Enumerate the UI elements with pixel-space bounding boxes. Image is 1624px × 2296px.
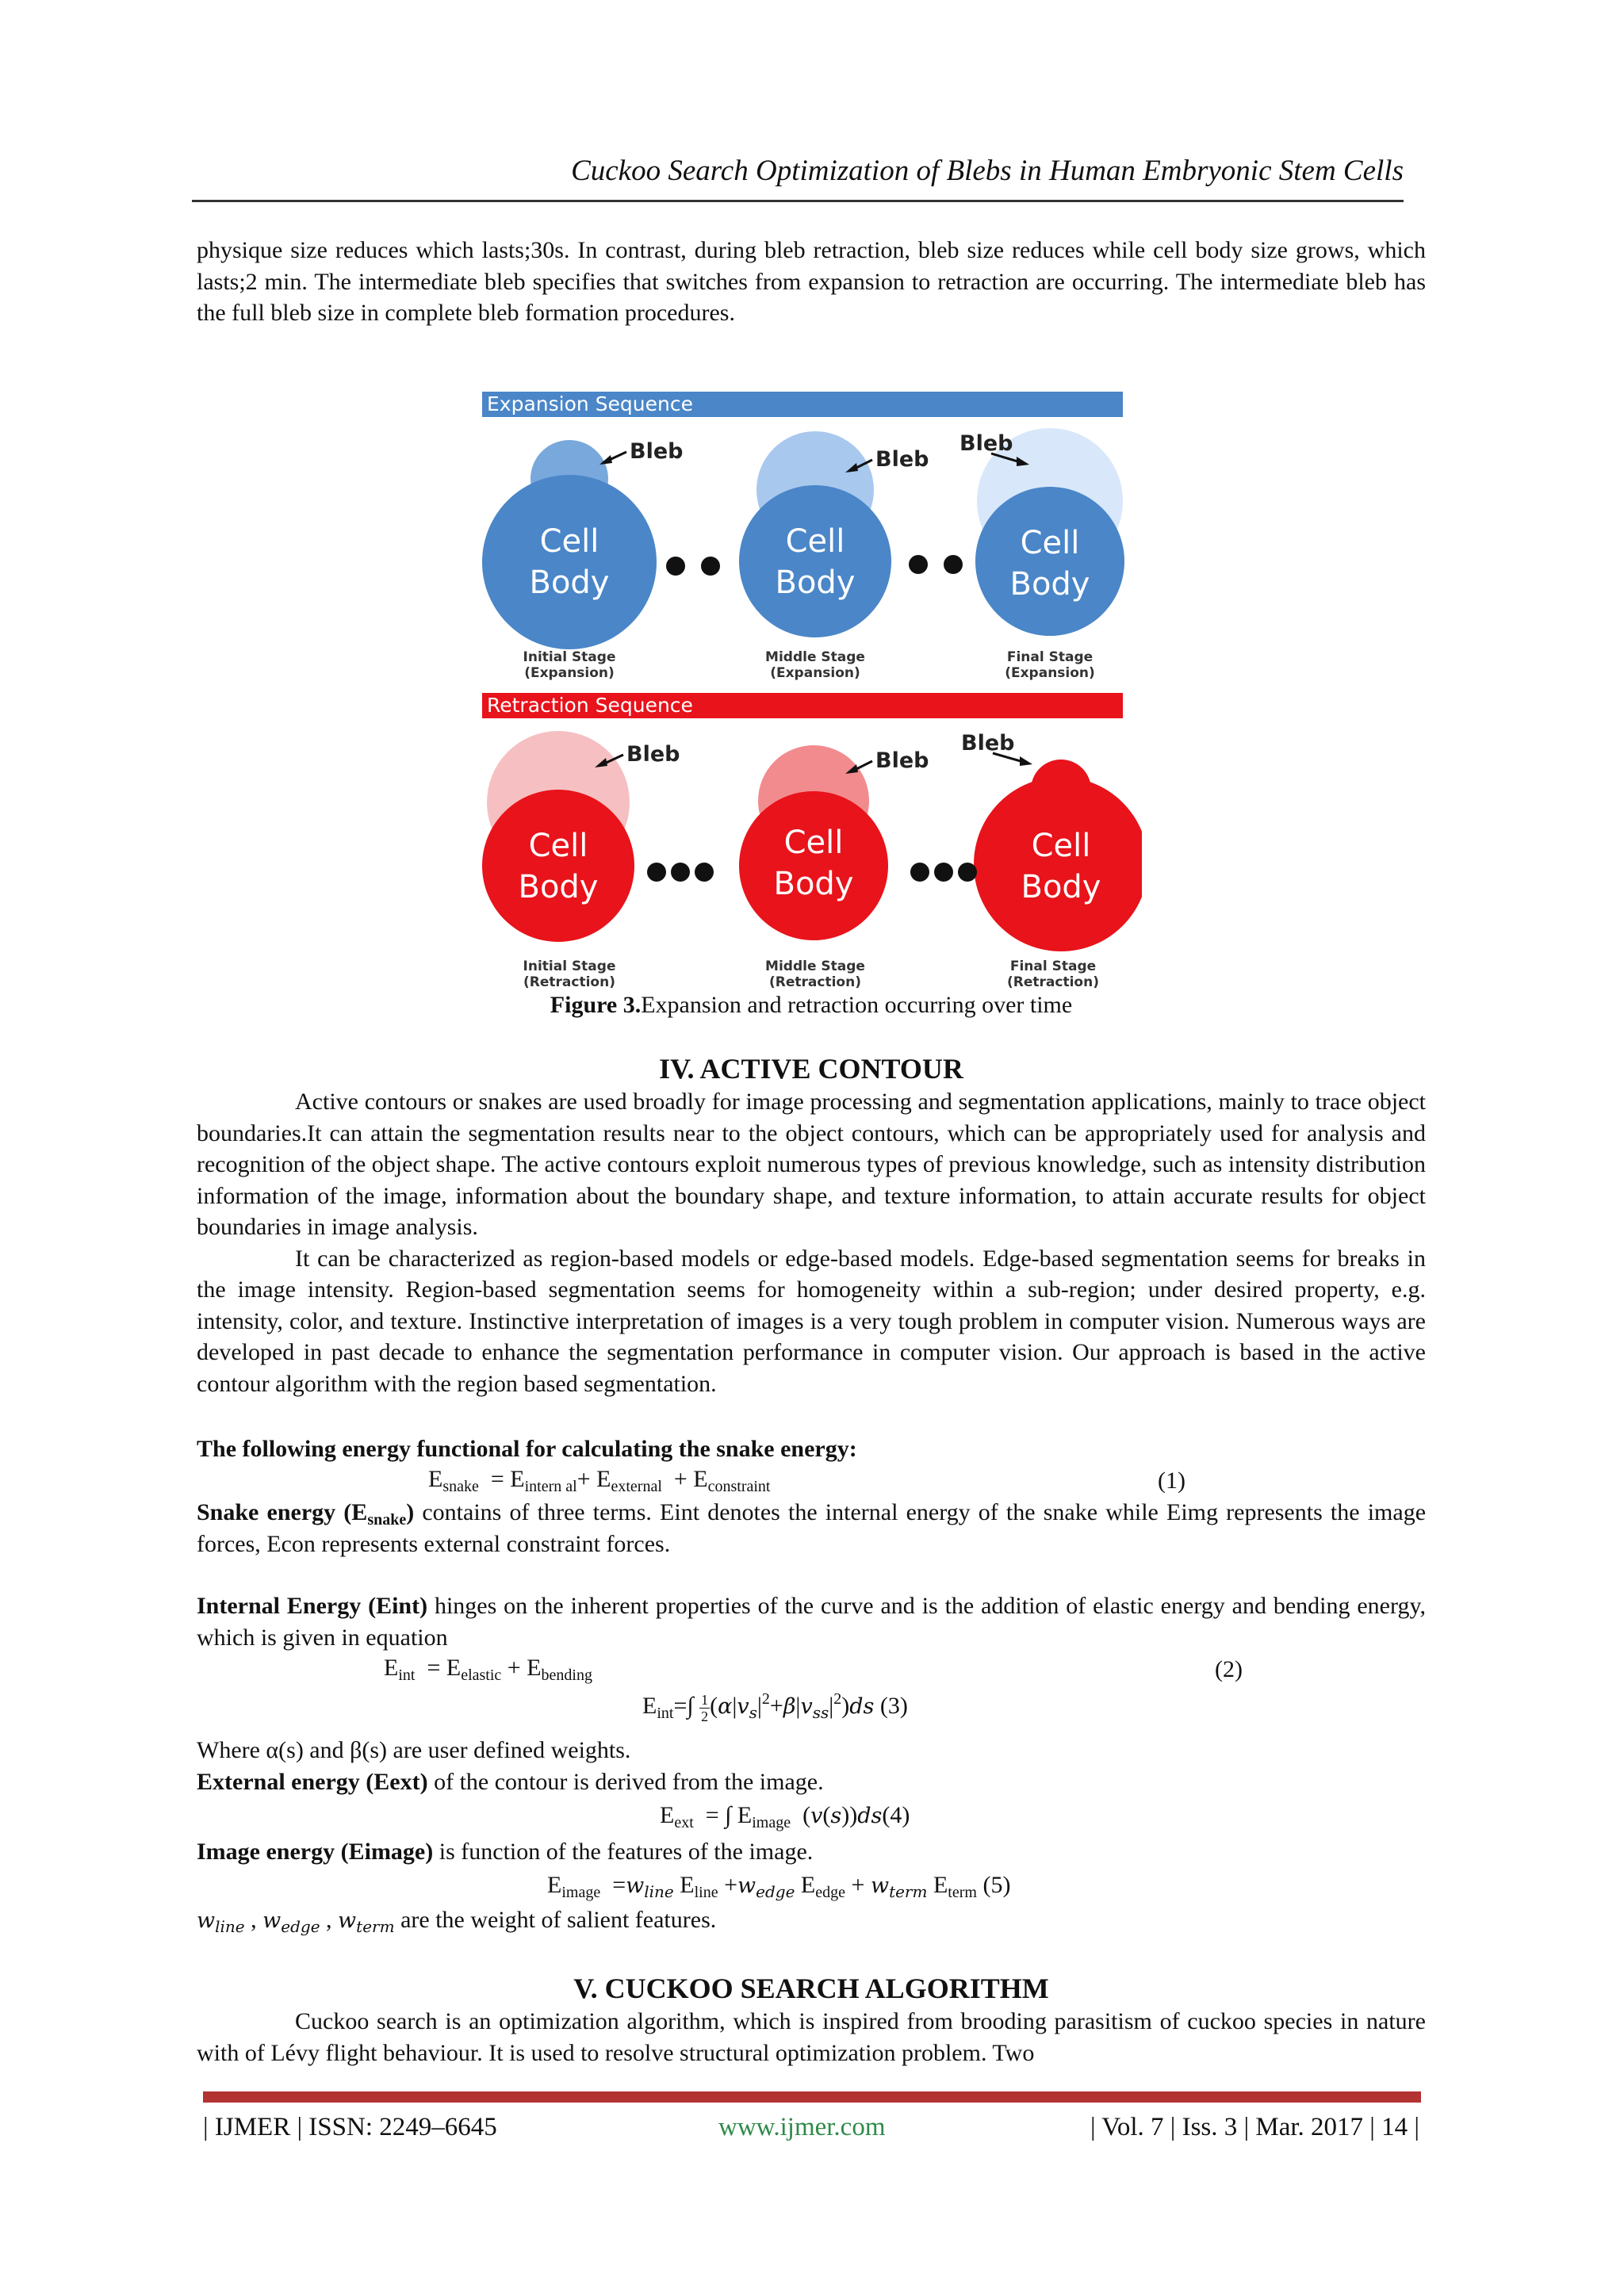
ellipsis-dot xyxy=(958,863,977,882)
stage-name: Middle Stage xyxy=(765,649,865,665)
snake-energy-label: Snake energy xyxy=(197,1499,336,1525)
header-rule xyxy=(192,200,1404,202)
intro-paragraph: physique size reduces which lasts;30s. In contrast, during bleb retraction, bleb size reduces while cell body size grows, which lasts;2 min. The intermediate bleb specifies that switches from expansion to retraction are occurring. The intermediate bleb has the full bleb size in complete bleb formation procedures. xyxy=(197,237,1426,326)
feature-weights-text: are the weight of salient features. xyxy=(394,1907,717,1933)
body-label: Body xyxy=(775,564,856,601)
section4-body xyxy=(197,1086,1426,1399)
equation-2: $E_{int} = E_{elastic} + E_{bending}$ xyxy=(384,1655,592,1684)
bleb-label: Bleb xyxy=(875,447,929,472)
cell-body-expansion-middle xyxy=(739,485,891,637)
cell-body-expansion-initial xyxy=(482,475,657,649)
stage-phase: (Expansion) xyxy=(1005,665,1095,681)
body-label: Body xyxy=(1021,869,1101,905)
cell-body-retraction-final xyxy=(974,777,1142,951)
body-label: Body xyxy=(529,564,610,601)
ellipsis-dot xyxy=(934,863,953,882)
footer-rule xyxy=(203,2091,1421,2103)
equation-2-number: (2) xyxy=(1215,1656,1243,1682)
bleb-label: Bleb xyxy=(630,439,684,464)
footer-journal: | IJMER | ISSN: 2249–6645 xyxy=(203,2113,497,2141)
internal-energy-label: Internal Energy (Eint) xyxy=(197,1593,428,1619)
external-energy-label: External energy (Eext) xyxy=(197,1769,428,1795)
ellipsis-dot xyxy=(666,557,685,576)
equation-5-number: (5) xyxy=(982,1872,1011,1898)
equation-1: $E_{snake} = E_{intern al}+ E_{external} + E_{constraint}$ xyxy=(428,1466,771,1495)
stage-phase: (Retraction) xyxy=(523,974,615,990)
ellipsis-dot xyxy=(910,863,929,882)
running-title: Cuckoo Search Optimization of Blebs in Human Embryonic Stem Cells xyxy=(571,155,1404,187)
cell-label: Cell xyxy=(528,828,588,864)
image-energy-label: Image energy (Eimage) xyxy=(197,1839,434,1865)
snake-energy-text: contains of three terms. Eint denotes the internal energy of the snake while Eimg represents the image forces, Econ represents external constraint forces. xyxy=(197,1499,1427,1557)
retraction-banner-text: Retraction Sequence xyxy=(487,694,693,717)
bleb-label: Bleb xyxy=(959,431,1013,456)
body-label: Body xyxy=(518,869,599,905)
feature-weights-line: $w_{line}$ , $w_{edge}$ , $w_{term}$ are the weight of salient features. xyxy=(197,1907,717,1936)
section5-paragraph-1: Cuckoo search is an optimization algorithm, which is inspired from brooding parasitism of cuckoo species in nature with of Lévy flight behaviour. It is used to resolve structural optimization problem. Two xyxy=(197,2008,1426,2066)
section4-paragraph-1: Active contours or snakes are used broadly for image processing and segmentation applications, mainly to trace object boundaries.It can attain the segmentation results near to the object contours, which can be appropriately used for analysis and recognition of the object shape. The active contours exploit numerous types of previous knowledge, such as intensity distribution information of the image, information about the boundary shape, and texture information, to attain accurate results for object boundaries in image analysis. xyxy=(197,1089,1426,1240)
cell-label: Cell xyxy=(539,523,599,560)
equation-4: $E_{ext}$ = ∫ $E_{image}$ (v(s))ds(4) xyxy=(660,1802,910,1831)
weights-line: Where α(s) and β(s) are user defined weights. xyxy=(197,1737,631,1763)
stage-name: Final Stage xyxy=(1006,649,1094,665)
stage-phase: (Expansion) xyxy=(524,665,615,681)
bleb-label: Bleb xyxy=(875,748,929,773)
internal-energy-paragraph xyxy=(197,1590,1426,1653)
ellipsis-dot xyxy=(647,863,666,882)
section-heading-active-contour: IV. ACTIVE CONTOUR xyxy=(659,1053,963,1085)
cell-label: Cell xyxy=(785,523,845,560)
external-energy-line xyxy=(197,1766,1426,1798)
energy-functional-intro: The following energy functional for calculating the snake energy: xyxy=(197,1436,857,1462)
equation-3: $E_{int}=\int$ $\frac{1}{2}$ $(\alpha|v_s|^2+\beta|v_{ss}|^2)ds$ (3) xyxy=(642,1690,908,1724)
bleb-label: Bleb xyxy=(961,731,1015,756)
cell-body-expansion-final xyxy=(975,487,1124,636)
equation-5: $E_{image} =w_{line}$ $E_{line} +w_{edge}$ $E_{edge} + w_{term}$ $E_{term}$ (5) xyxy=(547,1872,1011,1901)
body-label: Body xyxy=(1009,566,1090,603)
ellipsis-dot xyxy=(909,555,928,574)
bleb-sequence-diagram xyxy=(476,384,1142,1001)
body-label: Body xyxy=(773,866,854,902)
footer-issue: | Vol. 7 | Iss. 3 | Mar. 2017 | 14 | xyxy=(1090,2113,1419,2141)
cell-label: Cell xyxy=(1031,828,1091,864)
image-energy-text: is function of the features of the image. xyxy=(433,1839,814,1865)
cell-body-retraction-initial xyxy=(482,790,634,942)
ellipsis-dot xyxy=(944,555,963,574)
equation-4-number: (4) xyxy=(882,1802,910,1828)
stage-name: Initial Stage xyxy=(523,649,616,665)
equation-3-number: (3) xyxy=(879,1693,908,1719)
figure-3 xyxy=(476,384,1142,1001)
external-energy-text: of the contour is derived from the image. xyxy=(427,1769,824,1795)
section-heading-cuckoo-search: V. CUCKOO SEARCH ALGORITHM xyxy=(573,1973,1049,2004)
internal-energy-text: hinges on the inherent properties of the curve and is the addition of elastic energy and bending energy, which is given in equation xyxy=(197,1593,1427,1651)
stage-name: Initial Stage xyxy=(523,959,616,974)
footer-url[interactable]: www.ijmer.com xyxy=(718,2113,886,2141)
snake-energy-paragraph: Snake energy $(E_{snake})$ contains of three terms. Eint denotes the internal energy of the snake while Eimg represents the image forces, Econ represents external constraint forces. xyxy=(197,1499,1427,1557)
stage-phase: (Expansion) xyxy=(770,665,860,681)
ellipsis-dot xyxy=(701,557,720,576)
stage-phase: (Retraction) xyxy=(769,974,861,990)
cell-label: Cell xyxy=(1020,525,1080,561)
figure-caption xyxy=(197,989,1426,1021)
stage-phase: (Retraction) xyxy=(1007,974,1099,990)
image-energy-line xyxy=(197,1836,1426,1868)
section5-body xyxy=(197,2006,1426,2068)
expansion-banner-text: Expansion Sequence xyxy=(487,392,693,415)
ellipsis-dot xyxy=(671,863,690,882)
ellipsis-dot xyxy=(695,863,714,882)
bleb-label: Bleb xyxy=(626,742,680,767)
arrowhead xyxy=(1020,756,1032,766)
stage-name: Final Stage xyxy=(1009,959,1097,974)
equation-1-number: (1) xyxy=(1158,1468,1185,1494)
caption-label: Figure 3. xyxy=(550,992,642,1018)
section4-paragraph-2: It can be characterized as region-based models or edge-based models. Edge-based segmentation seems for breaks in the image intensity. Region-based segmentation seems for homogeneity within a sub-region; under desired property, e.g. intensity, color, and texture. Instinctive interpretation of images is a very tough problem in computer vision. Numerous ways are developed in past decade to enhance the segmentation performance in computer vision. Our approach is based in the active contour algorithm with the region based segmentation. xyxy=(197,1245,1426,1397)
stage-name: Middle Stage xyxy=(765,959,865,974)
caption-text: Expansion and retraction occurring over time xyxy=(641,992,1073,1018)
cell-label: Cell xyxy=(783,825,844,861)
